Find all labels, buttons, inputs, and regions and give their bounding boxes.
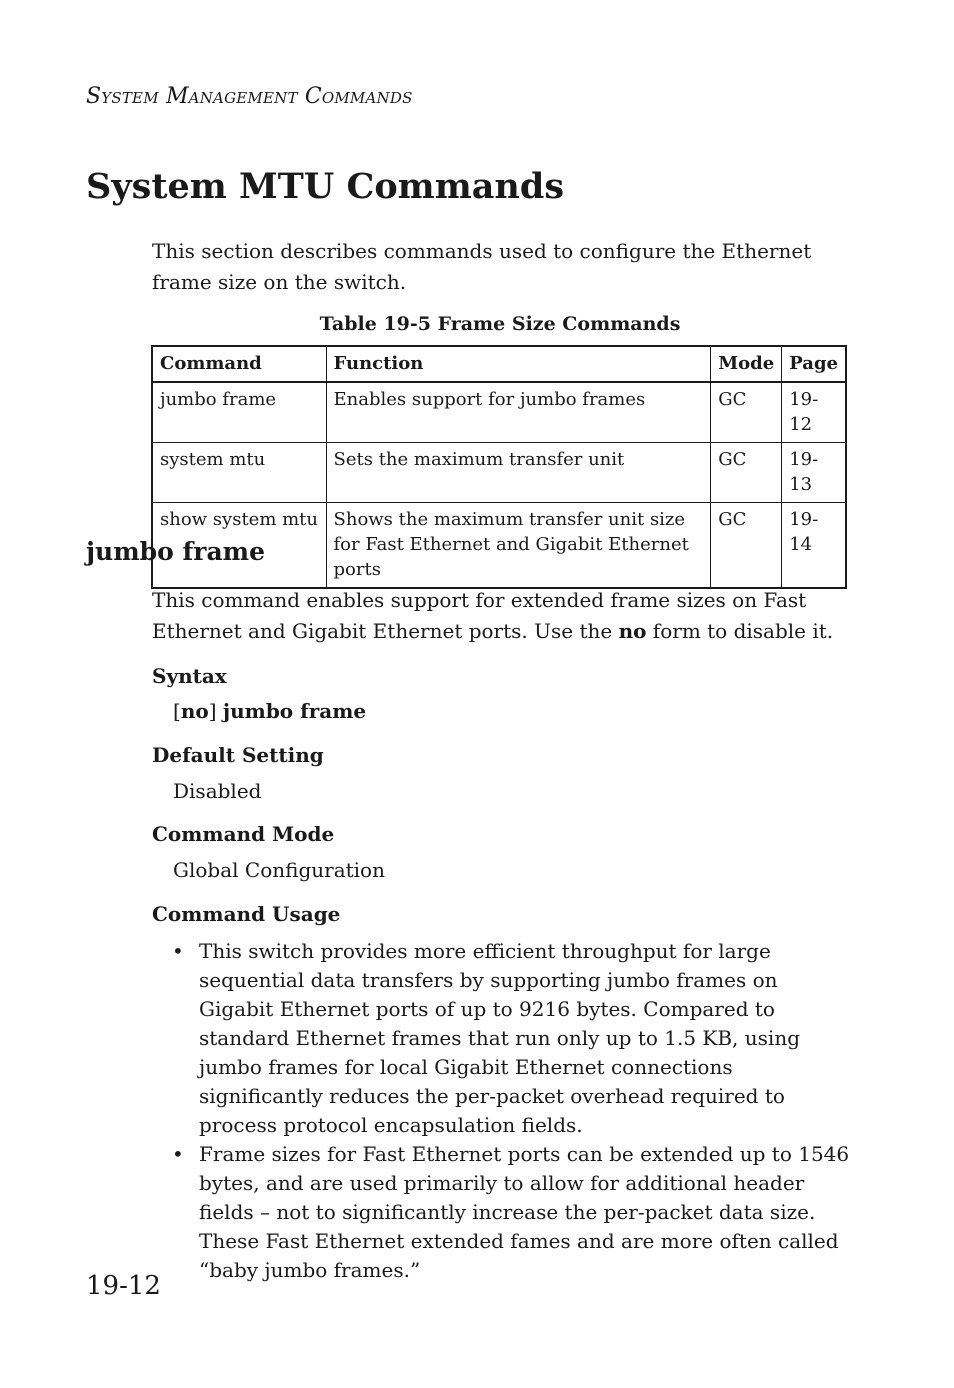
command-mode-label: Command Mode — [152, 822, 335, 846]
command-mode-value: Global Configuration — [173, 858, 385, 882]
intro-paragraph: This section describes commands used to configure the Ethernet frame size on the switch. — [152, 239, 812, 294]
bullet-icon: • — [172, 1142, 184, 1166]
cell-mode: GC — [711, 443, 782, 503]
header-function: Function — [326, 346, 711, 382]
cell-command: jumbo frame — [152, 382, 326, 443]
cell-command: system mtu — [152, 443, 326, 503]
table-row — [152, 382, 846, 443]
cell-mode: GC — [711, 382, 782, 443]
table-caption: Table 19-5 Frame Size Commands — [319, 313, 681, 335]
table-header-row — [152, 346, 846, 382]
list-item-text: Frame sizes for Fast Ethernet ports can be extended up to 1546 bytes, and are used primarily to allow for additional header fields – not to significantly increase the per-packet data size. These Fast Ethernet extended fames and are more often called “baby jumbo frames.” — [199, 1142, 850, 1282]
default-setting-value: Disabled — [173, 779, 262, 803]
bullet-icon: • — [172, 939, 184, 963]
header-mode: Mode — [711, 346, 782, 382]
header-page: Page — [782, 346, 846, 382]
cell-mode: GC — [711, 503, 782, 589]
running-head: System Management Commands — [86, 84, 413, 109]
cell-page: 19-14 — [782, 503, 846, 589]
syntax-line — [173, 699, 366, 723]
cell-page: 19-13 — [782, 443, 846, 503]
command-usage-list — [170, 937, 850, 1285]
description-text-end: form to disable it. — [646, 619, 834, 643]
cell-function: Enables support for jumbo frames — [326, 382, 711, 443]
cell-function: Sets the maximum transfer unit — [326, 443, 711, 503]
section-description — [152, 585, 852, 647]
list-item — [170, 937, 850, 1140]
no-keyword: no — [618, 619, 647, 643]
page-title: System MTU Commands — [86, 166, 565, 207]
cell-page: 19-12 — [782, 382, 846, 443]
list-item-text: This switch provides more efficient throughput for large sequential data transfers by supporting jumbo frames on Gigabit Ethernet ports of up to 9216 bytes. Compared to standard Ethernet frames that run only up to 1.5 KB, using jumbo frames for local Gigabit Ethernet connections significantly reduces the per-packet overhead required to process protocol encapsulation fields. — [199, 939, 800, 1137]
description-text: This command enables support for extended frame sizes on Fast Ethernet and Gigabit Ethernet ports. Use the — [152, 588, 807, 643]
command-usage-label: Command Usage — [152, 902, 341, 926]
syntax-bracket-close: ] — [208, 699, 223, 723]
default-setting-label: Default Setting — [152, 743, 324, 767]
page-number: 19-12 — [86, 1271, 161, 1301]
syntax-label: Syntax — [152, 664, 227, 688]
syntax-bracket-open: [ — [173, 699, 181, 723]
syntax-no-keyword: no — [180, 699, 209, 723]
header-command: Command — [152, 346, 326, 382]
cell-command: show system mtu — [152, 503, 326, 589]
section-heading: jumbo frame — [86, 537, 266, 566]
list-item — [170, 1140, 850, 1285]
cell-function: Shows the maximum transfer unit size for Fast Ethernet and Gigabit Ethernet ports — [326, 503, 711, 589]
syntax-command: jumbo frame — [222, 699, 367, 723]
table-row — [152, 443, 846, 503]
